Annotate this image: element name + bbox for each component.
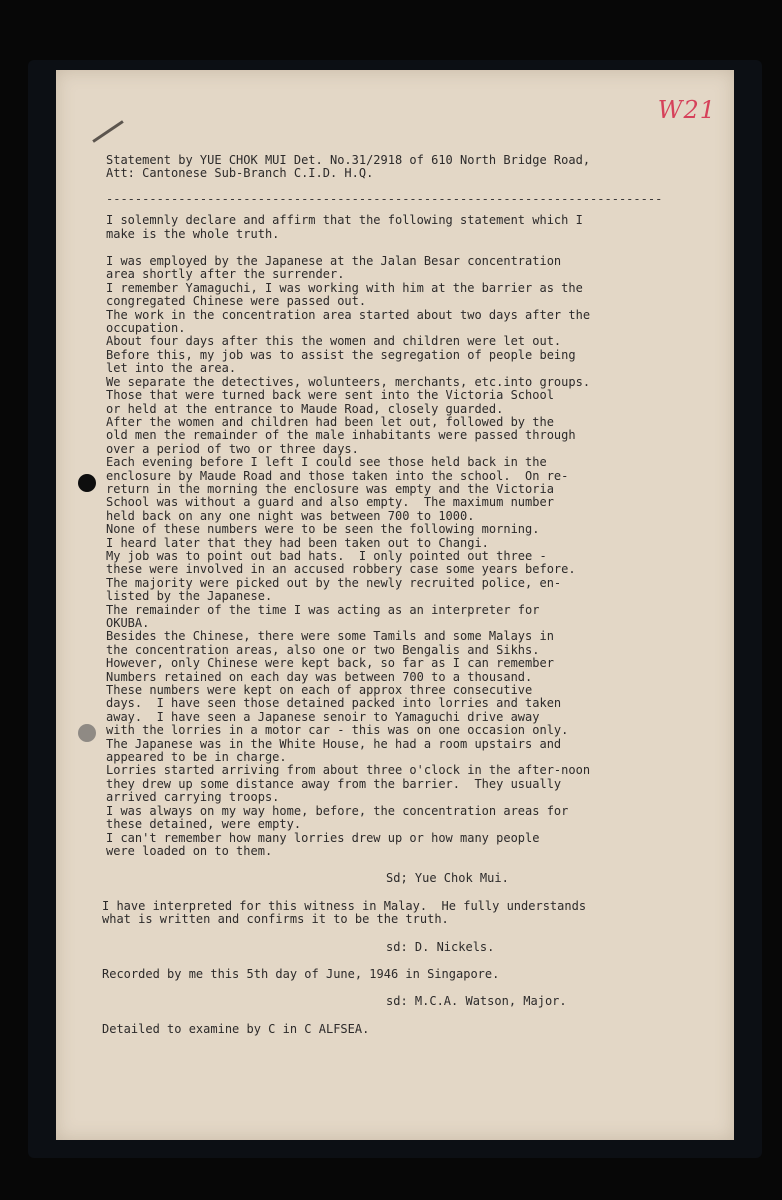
body-line: old men the remainder of the male inhabitants were passed through [106, 428, 576, 443]
separator-rule [106, 193, 662, 206]
body-line: The majority were picked out by the newly recruited police, en- [106, 575, 562, 590]
punch-hole-top [78, 474, 96, 492]
recorded-statement: Recorded by me this 5th day of June, 1946 in Singapore. [102, 966, 500, 981]
declaration-line: I solemnly declare and affirm that the following statement which I [106, 213, 583, 228]
body-line: or held at the entrance to Maude Road, closely guarded. [106, 401, 504, 416]
body-line: I remember Yamaguchi, I was working with him at the barrier as the [106, 280, 583, 295]
body-line: I was employed by the Japanese at the Jalan Besar concentration [106, 254, 562, 269]
body-line: The Japanese was in the White House, he had a room upstairs and [106, 736, 562, 751]
body-line: occupation. [106, 321, 186, 336]
body-line: School was without a guard and also empty. The maximum number [106, 495, 554, 510]
statement-body [106, 255, 662, 858]
body-line: congregated Chinese were passed out. [106, 294, 367, 309]
detailed-note: Detailed to examine by C in C ALFSEA. [102, 1021, 370, 1036]
body-line: I can't remember how many lorries drew up or how many people [106, 830, 540, 845]
body-line: The work in the concentration area started about two days after the [106, 307, 591, 322]
body-line: away. I have seen a Japanese senoir to Yamaguchi drive away [106, 709, 540, 724]
body-line: Before this, my job was to assist the segregation of people being [106, 347, 576, 362]
body-line: After the women and children had been let out, followed by the [106, 414, 554, 429]
declaration-line: make is the whole truth. [106, 226, 280, 241]
interpreter-line: what is written and confirms it to be the truth. [102, 912, 449, 927]
body-line: Each evening before I left I could see those held back in the [106, 455, 547, 470]
header-line: Att: Cantonese Sub-Branch C.I.D. H.Q. [106, 166, 374, 181]
body-line: these were involved in an accused robbery case some years before. [106, 562, 576, 577]
body-line: Lorries started arriving from about three o'clock in the after-noon [106, 763, 591, 778]
punch-hole-bottom [78, 724, 96, 742]
body-line: We separate the detectives, wolunteers, merchants, etc.into groups. [106, 374, 591, 389]
body-line: Those that were turned back were sent into the Victoria School [106, 388, 554, 403]
body-line: OKUBA. [106, 616, 150, 630]
declaration [106, 214, 662, 241]
body-line: let into the area. [106, 361, 237, 376]
body-line: I was always on my way home, before, the concentration areas for [106, 803, 569, 818]
body-line: arrived carrying troops. [106, 790, 280, 805]
interpreter-line: I have interpreted for this witness in Malay. He fully understands [102, 898, 587, 913]
body-line: Besides the Chinese, there were some Tamils and some Malays in [106, 629, 554, 644]
body-line: However, only Chinese were kept back, so far as I can remember [106, 656, 554, 671]
body-line: with the lorries in a motor car - this was on one occasion only. [106, 723, 569, 738]
body-line: Numbers retained on each day was between 700 to a thousand. [106, 669, 533, 684]
officer-signature: sd: M.C.A. Watson, Major. [386, 994, 567, 1009]
body-line: the concentration areas, also one or two Bengalis and Sikhs. [106, 642, 540, 657]
body-line: area shortly after the surrender. [106, 267, 345, 282]
statement-header [106, 154, 662, 181]
body-line: were loaded on to them. [106, 843, 273, 858]
body-line: About four days after this the women and children were let out. [106, 334, 562, 349]
body-line: None of these numbers were to be seen the following morning. [106, 522, 540, 537]
body-line: appeared to be in charge. [106, 750, 287, 765]
body-line: listed by the Japanese. [106, 589, 273, 604]
body-line: days. I have seen those detained packed into lorries and taken [106, 696, 562, 711]
archive-reference-mark: W21 [657, 96, 716, 124]
body-line: My job was to point out bad hats. I only pointed out three - [106, 548, 547, 563]
interpreter-signature: sd: D. Nickels. [386, 939, 495, 954]
body-line: they drew up some distance away from the barrier. They usually [106, 776, 562, 791]
body-line: held back on any one night was between 700 to 1000. [106, 508, 475, 523]
body-line: return in the morning the enclosure was empty and the Victoria [106, 481, 554, 496]
witness-signature: Sd; Yue Chok Mui. [386, 871, 509, 886]
body-line: I heard later that they had been taken out to Changi. [106, 535, 489, 550]
interpreter-certification [102, 900, 662, 927]
body-line: over a period of two or three days. [106, 441, 359, 456]
header-line: Statement by YUE CHOK MUI Det. No.31/2918 of 610 North Bridge Road, [106, 153, 591, 167]
statement-text [102, 80, 662, 1036]
body-line: enclosure by Maude Road and those taken into the school. On re- [106, 468, 569, 483]
body-line: these detained, were empty. [106, 817, 302, 832]
body-line: These numbers were kept on each of approx three consecutive [106, 683, 533, 698]
body-line: The remainder of the time I was acting as an interpreter for [106, 602, 540, 617]
